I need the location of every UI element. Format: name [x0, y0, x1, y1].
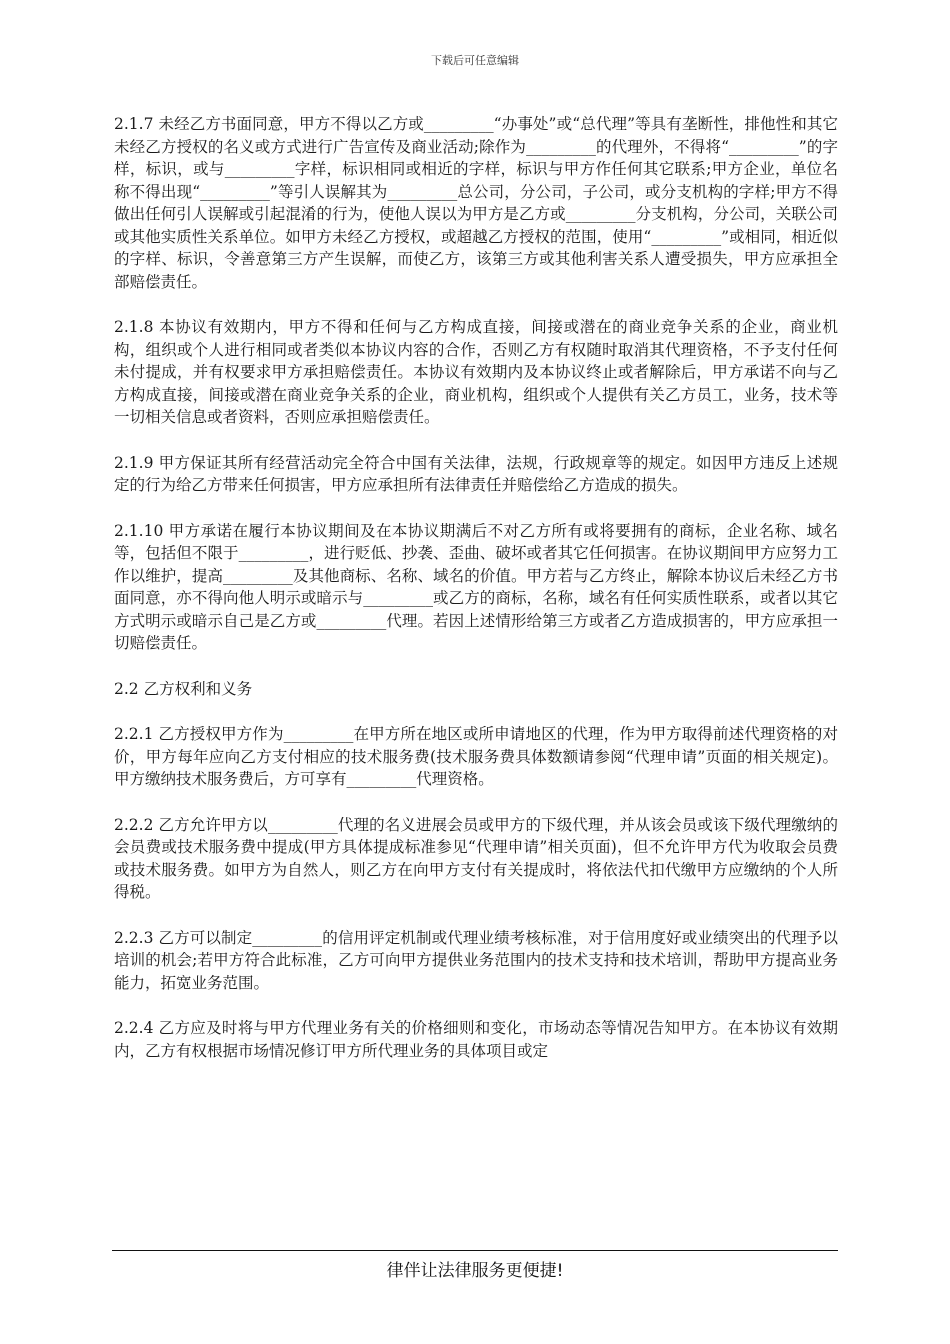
clause-2-1-10: 2.1.10 甲方承诺在履行本协议期间及在本协议期满后不对乙方所有或将要拥有的商标，企业名称、域名等，包括但不限于_________，进行贬低、抄袭、歪曲、破坏或者其它任何损害。在协议期间甲方应努力工作以维护，提高_________及其他商标、名称、域名的价值。甲方若与乙方终止，解除本协议后未经乙方书面同意，亦不得向他人明示或暗示与_________或乙方的商标，名称，域名有任何实质性联系，或者以其它方式明示或暗示自己是乙方或_________代理。若因上述情形给第三方或者乙方造成损害的，甲方应承担一切赔偿责任。: [114, 521, 838, 652]
clause-2-1-9: 2.1.9 甲方保证其所有经营活动完全符合中国有关法律，法规，行政规章等的规定。如因甲方违反上述规定的行为给乙方带来任何损害，甲方应承担所有法律责任并赔偿给乙方造成的损失。: [114, 453, 838, 494]
footer-divider: [112, 1250, 838, 1251]
footer-slogan: 律伴让法律服务更便捷!: [386, 1261, 564, 1281]
section-heading-2-2: 2.2 乙方权利和义务: [114, 679, 253, 698]
page-header-note: 下载后可任意编辑: [431, 54, 519, 67]
clause-2-2-1: 2.2.1 乙方授权甲方作为_________在甲方所在地区或所申请地区的代理，作为甲方取得前述代理资格的对价，甲方每年应向乙方支付相应的技术服务费(技术服务费具体数额请参阅“代理申请”页面的相关规定)。甲方缴纳技术服务费后，方可享有_________代理资格。: [114, 725, 838, 788]
clause-2-2-3: 2.2.3 乙方可以制定_________的信用评定机制或代理业绩考核标准，对于信用度好或业绩突出的代理予以培训的机会;若甲方符合此标准，乙方可向甲方提供业务范围内的技术支持和技术培训，帮助甲方提高业务能力，拓宽业务范围。: [114, 928, 838, 992]
clause-2-2-2: 2.2.2 乙方允许甲方以_________代理的名义进展会员或甲方的下级代理，并从该会员或该下级代理缴纳的会员费或技术服务费中提成(甲方具体提成标准参见“代理申请”相关页面)，但不允许甲方代为收取会员费或技术服务费。如甲方为自然人，则乙方在向甲方支付有关提成时，将依法代扣代缴甲方应缴纳的个人所得税。: [114, 815, 838, 901]
clause-2-1-8: 2.1.8 本协议有效期内，甲方不得和任何与乙方构成直接，间接或潜在的商业竞争关系的企业，商业机构，组织或个人进行相同或者类似本协议内容的合作，否则乙方有权随时取消其代理资格，不予支付任何未付提成，并有权要求甲方承担赔偿责任。本协议有效期内及本协议终止或者解除后，甲方承诺不向与乙方构成直接，间接或潜在商业竞争关系的企业，商业机构，组织或个人提供有关乙方员工，业务，技术等一切相关信息或者资料，否则应承担赔偿责任。: [114, 318, 838, 426]
clause-2-1-7: 2.1.7 未经乙方书面同意，甲方不得以乙方或_________“办事处”或“总代理”等具有垄断性，排他性和其它未经乙方授权的名义或方式进行广告宣传及商业活动;除作为_________的代理外，不得将“_________”的字样，标识，或与_________字样，标识相同或相近的字样，标识与甲方作任何其它联系;甲方企业，单位名称不得出现“_________”等引人误解其为_________总公司，分公司，子公司，或分支机构的字样;甲方不得做出任何引人误解或引起混淆的行为，使他人误以为甲方是乙方或_________分支机构，分公司，关联公司或其他实质性关系单位。如甲方未经乙方授权，或超越乙方授权的范围，使用“_________”或相同，相近似的字样、标识，令善意第三方产生误解，而使乙方，该第三方或其他利害关系人遭受损失，甲方应承担全部赔偿责任。: [114, 115, 838, 291]
clause-2-2-4: 2.2.4 乙方应及时将与甲方代理业务有关的价格细则和变化，市场动态等情况告知甲方。在本协议有效期内，乙方有权根据市场情况修订甲方所代理业务的具体项目或定: [114, 1019, 838, 1060]
document-body: [114, 113, 838, 1085]
